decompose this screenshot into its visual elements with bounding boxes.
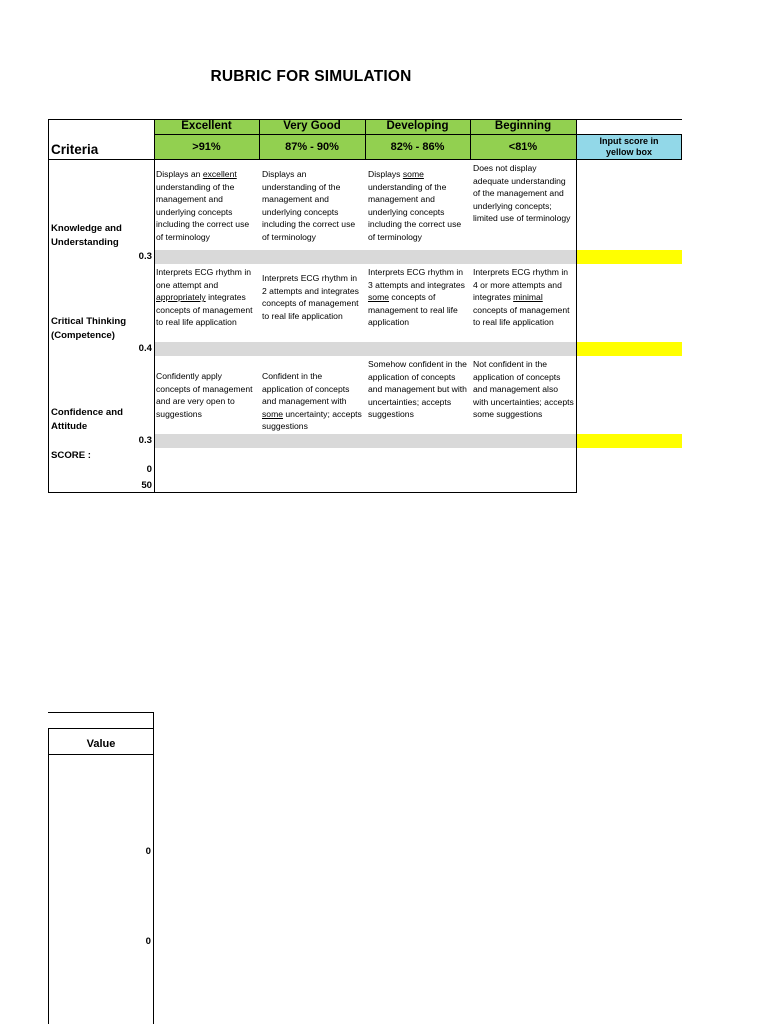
score-label: SCORE :	[51, 450, 91, 461]
criterion-label-knowledge: Knowledge and Understanding	[51, 223, 122, 248]
descriptor-knowledge-very-good: Displays an understanding of the management and underlying concepts including the correct use of terminology	[262, 169, 356, 242]
level-developing: Developing	[386, 120, 449, 132]
descriptor-critical-developing: Interprets ECG rhythm in 3 attempts and integrates some concepts of management to real life application	[368, 267, 465, 328]
criterion-weight-confidence: 0.3	[138, 435, 152, 446]
descriptor-confidence-very-good: Confident in the application of concepts and management with some uncertainty; accepts suggestions	[262, 371, 362, 432]
criterion-label-critical-thinking: Critical Thinking (Competence)	[51, 316, 127, 341]
rule	[48, 728, 49, 1024]
criterion-weight-knowledge: 0.3	[138, 251, 152, 262]
descriptor-confidence-beginning: Not confident in the application of concepts and management also with uncertainties; accepts some suggestions	[473, 359, 574, 420]
range-developing: 82% - 86%	[390, 141, 445, 153]
rule	[48, 754, 154, 755]
score-max: 50	[141, 480, 152, 491]
value-cell: 0	[145, 936, 151, 947]
range-very-good: 87% - 90%	[285, 141, 339, 153]
rule	[48, 728, 154, 729]
page-title: RUBRIC FOR SIMULATION	[210, 68, 412, 85]
value-header: Value	[86, 738, 116, 750]
criteria-header: Criteria	[51, 142, 99, 157]
rule	[153, 712, 154, 1024]
criterion-weight-critical-thinking: 0.4	[138, 343, 152, 354]
level-very-good: Very Good	[283, 120, 341, 132]
descriptor-confidence-excellent: Confidently apply concepts of management and are very open to suggestions	[156, 371, 253, 419]
rule	[48, 712, 154, 713]
descriptor-knowledge-developing: Displays some understanding of the management and underlying concepts including the correct use of terminology	[368, 169, 462, 242]
score-value: 0	[146, 464, 152, 475]
descriptor-critical-very-good: Interprets ECG rhythm in 2 attempts and integrates concepts of management to real life application	[262, 273, 359, 321]
range-excellent: >91%	[192, 141, 221, 153]
descriptor-confidence-developing: Somehow confident in the application of concepts and management but with uncertainties; accepts suggestions	[368, 359, 467, 420]
descriptor-critical-excellent: Interprets ECG rhythm in one attempt and appropriately integrates concepts of management to real life application	[156, 267, 253, 328]
criterion-label-confidence: Confidence and Attitude	[51, 407, 123, 432]
descriptor-knowledge-excellent: Displays an excellent understanding of the management and underlying concepts including the correct use of terminology	[156, 169, 250, 242]
input-note: Input score in yellow box	[599, 136, 659, 157]
level-excellent: Excellent	[181, 120, 232, 132]
level-beginning: Beginning	[494, 120, 552, 132]
value-cell: 0	[145, 846, 151, 857]
descriptor-knowledge-beginning: Does not display adequate understanding of the management and underlying concepts; limited use of terminology	[473, 163, 571, 224]
range-beginning: <81%	[508, 141, 538, 153]
descriptor-critical-beginning: Interprets ECG rhythm in 4 or more attempts and integrates minimal concepts of management to real life application	[473, 267, 570, 328]
